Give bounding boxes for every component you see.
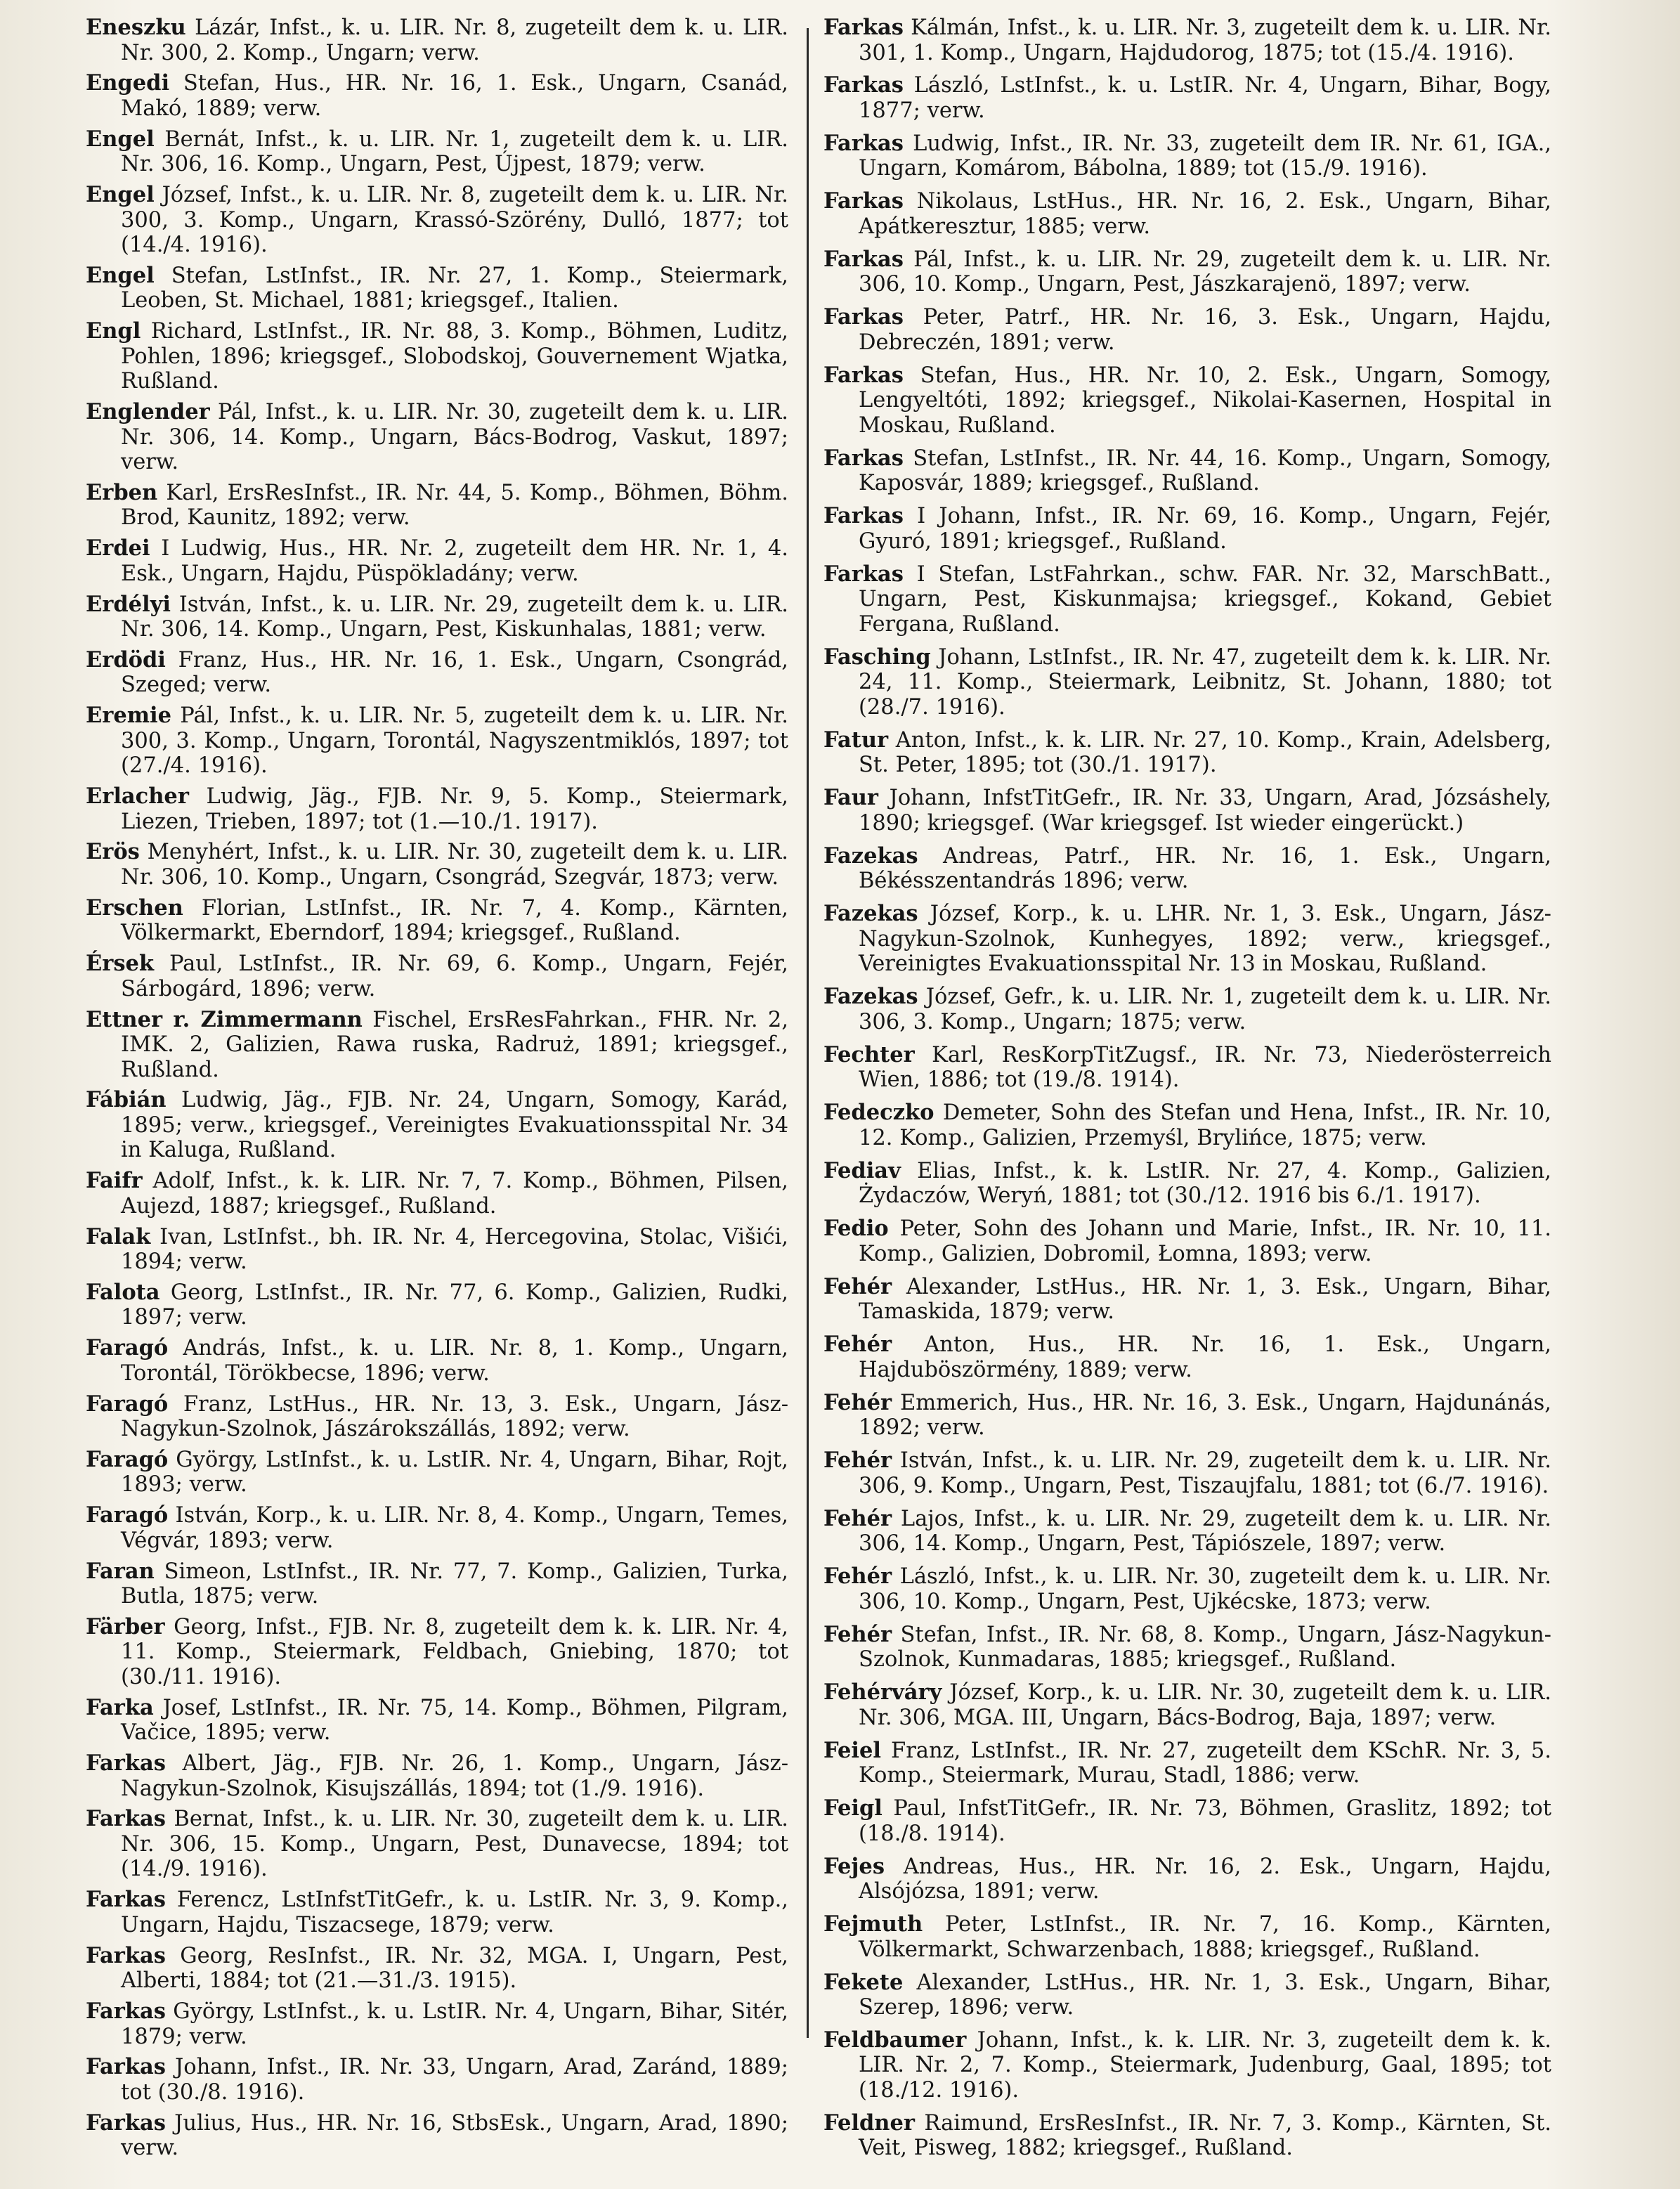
entry-details: Albert, Jäg., FJB. Nr. 26, 1. Komp., Ungarn, Jász-Nagykun-Szolnok, Kisujszállás, 1894; tot (1./9. 1916). [121, 1751, 788, 1801]
casualty-entry [823, 1912, 1551, 1962]
entry-details: Anton, Hus., HR. Nr. 16, 1. Esk., Ungarn, Hajduböszörmény, 1889; verw. [859, 1332, 1551, 1382]
casualty-entry [823, 363, 1551, 439]
entry-surname: Englender [86, 399, 210, 425]
entry-surname: Färber [86, 1613, 165, 1639]
casualty-entry [86, 1751, 788, 1801]
entry-surname: Fazekas [823, 984, 918, 1010]
entry-surname: Farkas [823, 503, 904, 529]
entry-surname: Erben [86, 479, 158, 505]
casualty-entry [823, 15, 1551, 65]
entry-surname: Feiel [823, 1737, 881, 1763]
entry-details: Georg, Infst., FJB. Nr. 8, zugeteilt dem k. k. LIR. Nr. 4, 11. Komp., Steiermark, Feldbach, Gniebing, 1870; tot (30./11. 1916). [121, 1614, 789, 1689]
casualty-entry [823, 562, 1551, 637]
entry-surname: Farkas [86, 1887, 166, 1913]
entry-surname: Érsek [86, 951, 155, 977]
entry-details: Franz, Hus., HR. Nr. 16, 1. Esk., Ungarn, Csongrád, Szeged; verw. [121, 647, 788, 698]
casualty-entry [86, 1888, 788, 1937]
casualty-entry [86, 400, 788, 475]
entry-surname: Engel [86, 182, 155, 208]
right-column [823, 15, 1551, 2161]
casualty-entry [86, 1225, 788, 1275]
entry-details: Stefan, LstInfst., IR. Nr. 44, 16. Komp., Ungarn, Somogy, Kaposvár, 1889; kriegsgef., Rußland. [859, 446, 1552, 496]
entry-surname: Fejes [823, 1853, 885, 1879]
casualty-entry [823, 2111, 1551, 2161]
casualty-entry [823, 728, 1551, 778]
casualty-entry [823, 1564, 1551, 1614]
casualty-entry [86, 1615, 788, 1690]
entry-surname: Erschen [86, 895, 183, 921]
entry-details: Josef, LstInfst., IR. Nr. 75, 14. Komp., Böhmen, Pilgram, Vačice, 1895; verw. [121, 1695, 788, 1746]
entry-details: Andreas, Hus., HR. Nr. 16, 2. Esk., Ungarn, Hajdu, Alsójózsa, 1891; verw. [859, 1854, 1551, 1904]
entry-surname: Fazekas [823, 843, 918, 869]
entry-details: Bernát, Infst., k. u. LIR. Nr. 1, zugeteilt dem k. u. LIR. Nr. 306, 16. Komp., Ungarn, Pest, Újpest, 1879; verw. [121, 126, 788, 177]
entry-details: Anton, Infst., k. k. LIR. Nr. 27, 10. Komp., Krain, Adelsberg, St. Peter, 1895; tot (30./1. 1917). [859, 727, 1551, 778]
casualty-entry [86, 840, 788, 890]
entry-details: Peter, Sohn des Johann und Marie, Infst., IR. Nr. 10, 11. Komp., Galizien, Dobromil, Łomna, 1893; verw. [859, 1216, 1551, 1266]
casualty-entry [823, 1448, 1551, 1498]
entry-details: Simeon, LstInfst., IR. Nr. 77, 7. Komp., Galizien, Turka, Butla, 1875; verw. [121, 1559, 789, 1609]
entry-surname: Faragó [86, 1335, 169, 1361]
entry-surname: Fejmuth [823, 1911, 923, 1937]
entry-details: Fischel, ErsResFahrkan., FHR. Nr. 2, IMK. 2, Galizien, Rawa ruska, Radruż, 1891; kriegsgef., Rußland. [121, 1007, 789, 1082]
entry-surname: Farkas [823, 188, 904, 214]
entry-details: I Johann, Infst., IR. Nr. 69, 16. Komp., Ungarn, Fejér, Gyuró, 1891; kriegsgef., Rußland. [859, 504, 1551, 554]
casualty-entry [823, 1507, 1551, 1557]
casualty-entry [86, 1280, 788, 1330]
entry-details: Adolf, Infst., k. k. LIR. Nr. 7, 7. Komp., Böhmen, Pilsen, Aujezd, 1887; kriegsgef., Rußland. [121, 1169, 788, 1219]
casualty-entry [823, 1391, 1551, 1441]
entry-surname: Farkas [823, 246, 904, 272]
entry-details: Menyhért, Infst., k. u. LIR. Nr. 30, zugeteilt dem k. u. LIR. Nr. 306, 10. Komp., Ungarn, Csongrád, Szegvár, 1873; verw. [121, 840, 788, 890]
entry-surname: Fehér [823, 1389, 892, 1415]
entry-surname: Farkas [823, 15, 904, 40]
entry-surname: Faragó [86, 1446, 169, 1472]
casualty-entry [823, 1216, 1551, 1266]
entry-details: Karl, ResKorpTitZugsf., IR. Nr. 73, Niederösterreich Wien, 1886; tot (19./8. 1914). [859, 1042, 1551, 1093]
entry-details: Johann, LstInfst., IR. Nr. 47, zugeteilt dem k. k. LIR. Nr. 24, 11. Komp., Steiermark, Leibnitz, St. Johann, 1880; tot (28./7. 1916). [859, 644, 1551, 720]
casualty-entry [86, 1169, 788, 1219]
casualty-entry [823, 1332, 1551, 1382]
casualty-entry [823, 1796, 1551, 1846]
entry-surname: Farkas [86, 2110, 166, 2136]
casualty-entry [823, 902, 1551, 977]
casualty-entry [86, 319, 788, 394]
entry-details: Emmerich, Hus., HR. Nr. 16, 3. Esk., Ungarn, Hajdunánás, 1892; verw. [859, 1390, 1551, 1441]
casualty-entry [823, 131, 1551, 181]
entry-details: Lajos, Infst., k. u. LIR. Nr. 29, zugeteilt dem k. u. LIR. Nr. 306, 14. Komp., Ungarn, Pest, Tápiószele, 1897; verw. [859, 1506, 1551, 1557]
casualty-entry [86, 264, 788, 313]
entry-details: Bernat, Infst., k. u. LIR. Nr. 30, zugeteilt dem k. u. LIR. Nr. 306, 15. Komp., Ungarn, Pest, Dunavecse, 1894; tot (14./9. 1916). [121, 1807, 788, 1882]
entry-details: Florian, LstInfst., IR. Nr. 7, 4. Komp., Kärnten, Völkermarkt, Eberndorf, 1894; kriegsgef., Rußland. [121, 895, 788, 946]
entry-surname: Engel [86, 126, 155, 152]
entry-surname: Farkas [823, 445, 904, 471]
entry-details: Peter, Patrf., HR. Nr. 16, 3. Esk., Ungarn, Hajdu, Debreczén, 1891; verw. [859, 305, 1551, 355]
entry-surname: Erdei [86, 535, 150, 561]
entry-details: László, LstInfst., k. u. LstIR. Nr. 4, Ungarn, Bihar, Bogy, 1877; verw. [859, 73, 1551, 123]
casualty-entry [86, 1807, 788, 1882]
entry-details: Johann, Infst., k. k. LIR. Nr. 3, zugeteilt dem k. k. LIR. Nr. 2, 7. Komp., Steiermark, Judenburg, Gaal, 1895; tot (18./12. 1916). [859, 2027, 1551, 2103]
entry-details: Pál, Infst., k. u. LIR. Nr. 29, zugeteilt dem k. u. LIR. Nr. 306, 10. Komp., Ungarn, Pest, Jászkarajenö, 1897; verw. [859, 247, 1551, 297]
casualty-entry [823, 1623, 1551, 1672]
casualty-entry [823, 2028, 1551, 2103]
entry-surname: Fedeczko [823, 1100, 935, 1126]
entry-details: Stefan, Hus., HR. Nr. 10, 2. Esk., Ungarn, Somogy, Lengyeltóti, 1892; kriegsgef., Nikolai-Kasernen, Hospital in Moskau, Rußland. [859, 363, 1551, 438]
left-column [86, 15, 788, 2161]
entry-details: Stefan, LstInfst., IR. Nr. 27, 1. Komp., Steiermark, Leoben, St. Michael, 1881; kriegsgef., Italien. [121, 263, 788, 313]
casualty-entry [823, 446, 1551, 496]
casualty-entry [86, 1088, 788, 1163]
entry-details: Franz, LstInfst., IR. Nr. 27, zugeteilt dem KSchR. Nr. 3, 5. Komp., Steiermark, Murau, Stadl, 1886; verw. [859, 1738, 1552, 1788]
entry-details: József, Infst., k. u. LIR. Nr. 8, zugeteilt dem k. u. LIR. Nr. 300, 3. Komp., Ungarn, Krassó-Szörény, Dulló, 1877; tot (14./4. 1916). [121, 183, 788, 258]
entry-surname: Farkas [86, 2054, 166, 2080]
entry-details: Ludwig, Jäg., FJB. Nr. 24, Ungarn, Somogy, Karád, 1895; verw., kriegsgef., Vereinigtes Evakuationsspital Nr. 34 in Kaluga, Rußland. [121, 1088, 788, 1163]
casualty-entry [823, 305, 1551, 355]
casualty-entry [823, 1970, 1551, 2020]
entry-surname: Farkas [823, 304, 904, 330]
casualty-entry [86, 1503, 788, 1553]
entry-surname: Eremie [86, 703, 171, 729]
casualty-entry [86, 481, 788, 531]
casualty-entry [86, 1696, 788, 1746]
entry-details: I Stefan, LstFahrkan., schw. FAR. Nr. 32, MarschBatt., Ungarn, Pest, Kiskunmajsa; kriegsgef., Kokand, Gebiet Fergana, Rußland. [859, 561, 1551, 637]
column-divider [807, 28, 809, 2038]
casualty-entry [823, 645, 1551, 720]
entry-surname: Farkas [823, 72, 904, 98]
entry-surname: Farkas [86, 1942, 166, 1968]
entry-details: Elias, Infst., k. k. LstIR. Nr. 27, 4. Komp., Galizien, Żydaczów, Weryń, 1881; tot (30./12. 1916 bis 6./1. 1917). [859, 1158, 1551, 1209]
entry-surname: Faragó [86, 1391, 169, 1417]
entry-details: Franz, LstHus., HR. Nr. 13, 3. Esk., Ungarn, Jász-Nagykun-Szolnok, Jászárokszállás, 1892; verw. [121, 1391, 788, 1442]
entry-details: Georg, LstInfst., IR. Nr. 77, 6. Komp., Galizien, Rudki, 1897; verw. [121, 1280, 788, 1330]
entry-details: József, Korp., k. u. LHR. Nr. 1, 3. Esk., Ungarn, Jász-Nagykun-Szolnok, Kunhegyes, 1892; verw., kriegsgef., Vereinigtes Evakuationsspital Nr. 13 in Moskau, Rußland. [859, 902, 1551, 977]
entry-surname: Fábián [86, 1087, 167, 1113]
entry-details: Alexander, LstHus., HR. Nr. 1, 3. Esk., Ungarn, Bihar, Tamaskida, 1879; verw. [859, 1274, 1551, 1325]
entry-surname: Farkas [823, 561, 904, 587]
entry-details: Stefan, Infst., IR. Nr. 68, 8. Komp., Ungarn, Jász-Nagykun-Szolnok, Kunmadaras, 1885; kriegsgef., Rußland. [859, 1622, 1551, 1672]
entry-details: Georg, ResInfst., IR. Nr. 32, MGA. I, Ungarn, Pest, Alberti, 1884; tot (21.—31./3. 1915). [121, 1943, 788, 1994]
entry-details: Nikolaus, LstHus., HR. Nr. 16, 2. Esk., Ungarn, Bihar, Apátkeresztur, 1885; verw. [859, 189, 1551, 239]
entry-surname: Faragó [86, 1502, 169, 1528]
casualty-entry [86, 1944, 788, 1994]
entry-surname: Erdélyi [86, 591, 171, 617]
entry-details: Ludwig, Infst., IR. Nr. 33, zugeteilt dem IR. Nr. 61, IGA., Ungarn, Komárom, Bábolna, 1889; tot (15./9. 1916). [859, 131, 1552, 181]
casualty-entry [823, 189, 1551, 239]
entry-surname: Farkas [86, 1999, 166, 2024]
casualty-entry [86, 648, 788, 698]
entry-details: György, LstInfst., k. u. LstIR. Nr. 4, Ungarn, Bihar, Rojt, 1893; verw. [121, 1447, 788, 1498]
entry-surname: Fehér [823, 1448, 892, 1474]
entry-surname: Farkas [823, 362, 904, 388]
casualty-entry [823, 1275, 1551, 1325]
entry-surname: Fehér [823, 1564, 892, 1590]
entry-surname: Fechter [823, 1041, 915, 1067]
entry-details: Ferencz, LstInfstTitGefr., k. u. LstIR. Nr. 3, 9. Komp., Ungarn, Hajdu, Tiszacsege, 1879; verw. [121, 1888, 788, 1937]
casualty-entry [823, 247, 1551, 297]
entry-surname: Erdödi [86, 647, 166, 673]
casualty-entry [823, 1855, 1551, 1904]
entry-surname: Fekete [823, 1969, 904, 1995]
casualty-entry [86, 1008, 788, 1083]
entry-surname: Farka [86, 1694, 154, 1720]
casualty-entry [86, 127, 788, 177]
entry-details: Paul, InfstTitGefr., IR. Nr. 73, Böhmen, Graslitz, 1892; tot (18./8. 1914). [859, 1796, 1551, 1846]
entry-surname: Fasching [823, 644, 931, 670]
entry-surname: Feldner [823, 2110, 915, 2136]
casualty-entry [823, 1043, 1551, 1093]
casualty-entry [86, 592, 788, 642]
entry-details: István, Korp., k. u. LIR. Nr. 8, 4. Komp., Ungarn, Temes, Végvár, 1893; verw. [121, 1503, 788, 1553]
entry-surname: Faur [823, 785, 878, 811]
entry-surname: Fehér [823, 1332, 892, 1358]
entry-details: György, LstInfst., k. u. LstIR. Nr. 4, Ungarn, Bihar, Sitér, 1879; verw. [121, 1999, 788, 2049]
entry-surname: Engedi [86, 70, 170, 96]
entry-surname: Falota [86, 1279, 160, 1305]
entry-details: István, Infst., k. u. LIR. Nr. 29, zugeteilt dem k. u. LIR. Nr. 306, 14. Komp., Ungarn, Pest, Kiskunhalas, 1881; verw. [121, 592, 788, 642]
entry-details: Kálmán, Infst., k. u. LIR. Nr. 3, zugeteilt dem k. u. LIR. Nr. 301, 1. Komp., Ungarn, Hajdudorog, 1875; tot (15./4. 1916). [859, 15, 1551, 65]
casualty-entry [86, 1336, 788, 1386]
entry-details: Pál, Infst., k. u. LIR. Nr. 30, zugeteilt dem k. u. LIR. Nr. 306, 14. Komp., Ungarn, Bács-Bodrog, Vaskut, 1897; verw. [121, 400, 788, 475]
casualty-entry [86, 2111, 788, 2161]
entry-surname: Ettner r. Zimmermann [86, 1006, 363, 1032]
casualty-entry [86, 1999, 788, 2049]
entry-surname: Fehér [823, 1621, 892, 1647]
entry-details: Johann, Infst., IR. Nr. 33, Ungarn, Arad, Zaránd, 1889; tot (30./8. 1916). [121, 2055, 788, 2105]
entry-surname: Fatur [823, 727, 889, 753]
casualty-entry [823, 1680, 1551, 1730]
entry-surname: Erlacher [86, 784, 189, 810]
casualty-entry [86, 2055, 788, 2105]
entry-surname: Fehér [823, 1505, 892, 1531]
entry-details: Karl, ErsResInfst., IR. Nr. 44, 5. Komp., Böhmen, Böhm. Brod, Kaunitz, 1892; verw. [121, 480, 788, 531]
entry-surname: Farkas [86, 1750, 166, 1776]
entry-surname: Falak [86, 1223, 151, 1249]
entry-details: István, Infst., k. u. LIR. Nr. 29, zugeteilt dem k. u. LIR. Nr. 306, 9. Komp., Ungarn, Pest, Tiszaujfalu, 1881; tot (6./7. 1916). [859, 1448, 1551, 1498]
entry-surname: Fehérváry [823, 1680, 942, 1706]
entry-details: Lázár, Infst., k. u. LIR. Nr. 8, zugeteilt dem k. u. LIR. Nr. 300, 2. Komp., Ungarn; verw. [121, 15, 788, 65]
entry-details: Raimund, ErsResInfst., IR. Nr. 7, 3. Komp., Kärnten, St. Veit, Pisweg, 1882; kriegsgef., Rußland. [859, 2110, 1551, 2161]
entry-details: Ludwig, Jäg., FJB. Nr. 9, 5. Komp., Steiermark, Liezen, Trieben, 1897; tot (1.—10./1. 1917). [121, 784, 788, 834]
entry-details: Julius, Hus., HR. Nr. 16, StbsEsk., Ungarn, Arad, 1890; verw. [121, 2110, 788, 2161]
entry-details: Richard, LstInfst., IR. Nr. 88, 3. Komp., Böhmen, Luditz, Pohlen, 1896; kriegsgef., Slobodskoj, Gouvernement Wjatka, Rußland. [121, 319, 788, 394]
casualty-entry [86, 183, 788, 258]
entry-surname: Eneszku [86, 15, 186, 40]
entry-details: László, Infst., k. u. LIR. Nr. 30, zugeteilt dem k. u. LIR. Nr. 306, 10. Komp., Ungarn, Pest, Ujkécske, 1873; verw. [859, 1564, 1551, 1614]
casualty-entry [823, 73, 1551, 123]
casualty-entry [86, 1448, 788, 1498]
casualty-entry [823, 786, 1551, 836]
casualty-entry [86, 784, 788, 834]
entry-details: Alexander, LstHus., HR. Nr. 1, 3. Esk., Ungarn, Bihar, Szerep, 1896; verw. [859, 1970, 1551, 2020]
entry-details: Andreas, Patrf., HR. Nr. 16, 1. Esk., Ungarn, Békésszentandrás 1896; verw. [859, 843, 1551, 894]
casualty-entry [86, 536, 788, 586]
casualty-entry [823, 1159, 1551, 1209]
entry-surname: Faifr [86, 1168, 143, 1194]
entry-surname: Fazekas [823, 901, 918, 927]
casualty-entry [86, 1392, 788, 1442]
entry-details: Peter, LstInfst., IR. Nr. 7, 16. Komp., Kärnten, Völkermarkt, Schwarzenbach, 1888; kriegsgef., Rußland. [859, 1912, 1551, 1962]
entry-details: Johann, InfstTitGefr., IR. Nr. 33, Ungarn, Arad, Józsáshely, 1890; kriegsgef. (War kriegsgef. Ist wieder eingerückt.) [859, 786, 1551, 836]
casualty-entry [823, 844, 1551, 894]
casualty-entry [86, 71, 788, 121]
casualty-entry [86, 703, 788, 779]
casualty-entry [86, 951, 788, 1001]
entry-surname: Faran [86, 1558, 155, 1584]
entry-details: András, Infst., k. u. LIR. Nr. 8, 1. Komp., Ungarn, Torontál, Törökbecse, 1896; verw. [121, 1336, 788, 1386]
entry-details: Ivan, LstInfst., bh. IR. Nr. 4, Hercegovina, Stolac, Višići, 1894; verw. [121, 1224, 789, 1275]
entry-details: I Ludwig, Hus., HR. Nr. 2, zugeteilt dem HR. Nr. 1, 4. Esk., Ungarn, Hajdu, Püspökladány; verw. [121, 536, 788, 586]
entry-surname: Fehér [823, 1273, 892, 1299]
casualty-entry [86, 15, 788, 65]
casualty-entry [86, 1559, 788, 1609]
entry-surname: Farkas [823, 130, 904, 156]
entry-surname: Engel [86, 262, 155, 288]
entry-surname: Farkas [86, 1806, 166, 1832]
entry-details: József, Gefr., k. u. LIR. Nr. 1, zugeteilt dem k. u. LIR. Nr. 306, 3. Komp., Ungarn; 1875; verw. [859, 985, 1551, 1034]
entry-details: Stefan, Hus., HR. Nr. 16, 1. Esk., Ungarn, Csanád, Makó, 1889; verw. [121, 71, 788, 121]
entry-surname: Engl [86, 318, 141, 344]
casualty-entry [823, 1739, 1551, 1788]
casualty-entry [823, 504, 1551, 554]
entry-surname: Erös [86, 839, 140, 865]
entry-surname: Fediav [823, 1157, 901, 1183]
entry-surname: Feigl [823, 1795, 883, 1821]
casualty-entry [86, 896, 788, 946]
entry-details: Demeter, Sohn des Stefan und Hena, Infst., IR. Nr. 10, 12. Komp., Galizien, Przemyśl, Brylińce, 1875; verw. [859, 1100, 1551, 1150]
entry-details: Pál, Infst., k. u. LIR. Nr. 5, zugeteilt dem k. u. LIR. Nr. 300, 3. Komp., Ungarn, Torontál, Nagyszentmiklós, 1897; tot (27./4. 1916). [121, 703, 788, 779]
casualty-entry [823, 1100, 1551, 1150]
casualty-entry [823, 985, 1551, 1034]
entry-details: Paul, LstInfst., IR. Nr. 69, 6. Komp., Ungarn, Fejér, Sárbogárd, 1896; verw. [121, 951, 789, 1001]
entry-surname: Feldbaumer [823, 2027, 967, 2053]
entry-details: József, Korp., k. u. LIR. Nr. 30, zugeteilt dem k. u. LIR. Nr. 306, MGA. III, Ungarn, Bács-Bodrog, Baja, 1897; verw. [859, 1680, 1551, 1730]
entry-surname: Fedio [823, 1216, 889, 1242]
